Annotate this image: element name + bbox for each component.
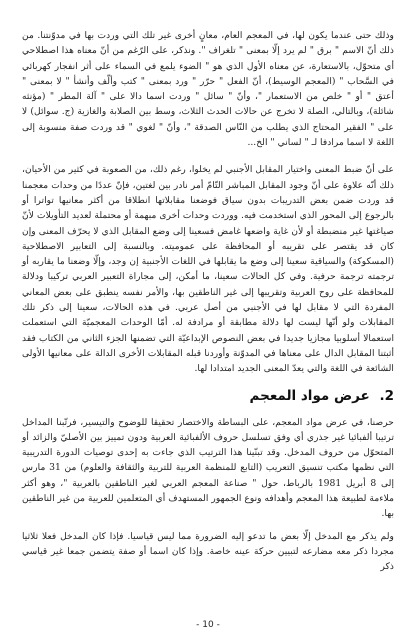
section-number: 2. bbox=[379, 387, 394, 404]
body-paragraph-1: وذلك حتى عندما يكون لها، في المعجم العام، معانٍ أخرى غير تلك التي وردت بها في مدوّنتنا. من ذلك أنّ الاسم " برق " لم يرد إلّا بمعنى " تلغراف ". ونذكر، على الرّغم من أنّ معناه هذا اصطلاحي أي متحوّل، بالاستعارة، عن معناه الأول الذي هو " الضوء يلمع في السماء على أثر انفجار كهربائي في السَّحاب " (المعجم الوسيط)، أنّ الفعل " حرّر " ورد بمعنى " كتب وألّف وأنشأ " لا بمعنى " أعتق " أو " خلص من الاستعمار "، وأنّ " سائل " وردت اسما دالا على " آلة المطر " (مؤنثه شائلة)، وبالتالي، الصلة لا تخرج عن حالات الحدث الثلاث، وسط بين الصلابة والغازية (ج. سوائل) لا على " الفقير المحتاج الذي يطلب من النّاس الصدقة "، وأنّ " لغوي " قد وردت صفة منسوبة إلى اللغة لا اسما مرادفا لـ " لساني " الخ... bbox=[22, 30, 394, 149]
body-paragraph-2: على أنّ ضبط المعنى واختيار المقابل الأجنبي لم يخلوا، رغم ذلك، من الصعوبة في كثير من الأحيان، ذلك أنّه علاوة على أنّ وجود المقابل المباشر التّامّ أمر نادر بين لغتين، فإنّ عددًا من وحدات معجمنا قد وردت ضمن بعض التدريبات بدون سياق فوضعنا مقابلاتها انطلاقا من أكثر معانيها تواترا أو بالرجوع إلى المحور الذي استخدمت فيه. ووردت وحدات أخرى مبهمة أو محتملة لعديد التأويلات لأنّ صياغتها غير منضبطة أو لأن غاية واضعها غامض فسعينا إلى وضع المقابل الذي لا يحرّف المعنى وإن كان قد يقتصر على تقريبه أو المحافظة على عموميته. وبالنسبة إلى التعابير الاصطلاحية (المسكوكة) والسياقية سعينا إلى وضع ما يقابلها في اللغات الأجنبية إن وجد، وإلّا وضعنا ما يقاربه أو ترجمته ترجمة حرفية. وفي كل الحالات سعينا، ما أمكن، إلى مجاراة التعبير العربي تركيبا ودلالة للمحافظة على روح العربية وتقريبها إلى غير الناطقين بها، والأمر نفسه ينطبق على بعض المعاني المفردة التي لا مقابل لها في الأجنبي من أصل عربي. في هذه الحالات، سعينا إلى ذكر تلك المقابلات ولو أنّها ليست لها دلالة مطابقة أو مرادفة له. أمّا الوحدات المعجميّة التي استعملت استعمالا أسلوبيا مجازيا جديدا في بعض النصوص الإبداعيّة التي تضمنها الجزء الثاني من الكتاب فقد أثبتنا المقابل الدال على معناها في المدوّنة وأوردنا قبله المقابلات الأخرى الدالة على معانيها الأولى الشائعة في اللغة والتي يعدّ المعنى الجديد امتدادا لها. bbox=[22, 164, 394, 375]
document-page bbox=[22, 28, 394, 614]
body-paragraph-4: ولم يذكر مع المدخل إلّا بعض ما تدعو إليه الضرورة مما ليس قياسيا. فإذا كان المدخل فعلا ثلاثيا مجردا ذكر معه مضارعه لتبيين حركة عينه خاصة. وإذا كان اسما أو صفة يتضمن جمعا غير قياسي ذكر bbox=[22, 530, 394, 573]
body-paragraph-3: حرصنا، في عرض مواد المعجم، على البساطة والاختصار تحقيقا للوضوح والتيسير، فرتّبنا المداخل ترتيبا ألفبائيا غير جذري أي وفق تسلسل حروف الألفبائية العربية ودون تمييز بين الأصليّ والزائد أو المتحوّل من حروف المدخل. وقد تبنّينا هذا الترتيب الذي جاءت به إحدى توصيات الدورة التدريبية التي نظمها مكتب تنسيق التعريب (التابع للمنظمة العربية للتربية والثقافة والعلوم) من 31 مارس إلى 8 أبريل 1981 بالرباط، حول " صناعة المعجم العربي لغير الناطقين بالعربية "، وهو أكثر ملاءمة لطبيعة هذا المعجم وأهدافه ونوع الجمهور المستهدف أي المتعلمين للعربية من غير الناطقين بها. bbox=[22, 416, 394, 520]
section-heading bbox=[22, 387, 394, 405]
section-title: عرض مواد المعجم bbox=[249, 387, 370, 404]
page-number: - 10 - bbox=[196, 620, 220, 630]
